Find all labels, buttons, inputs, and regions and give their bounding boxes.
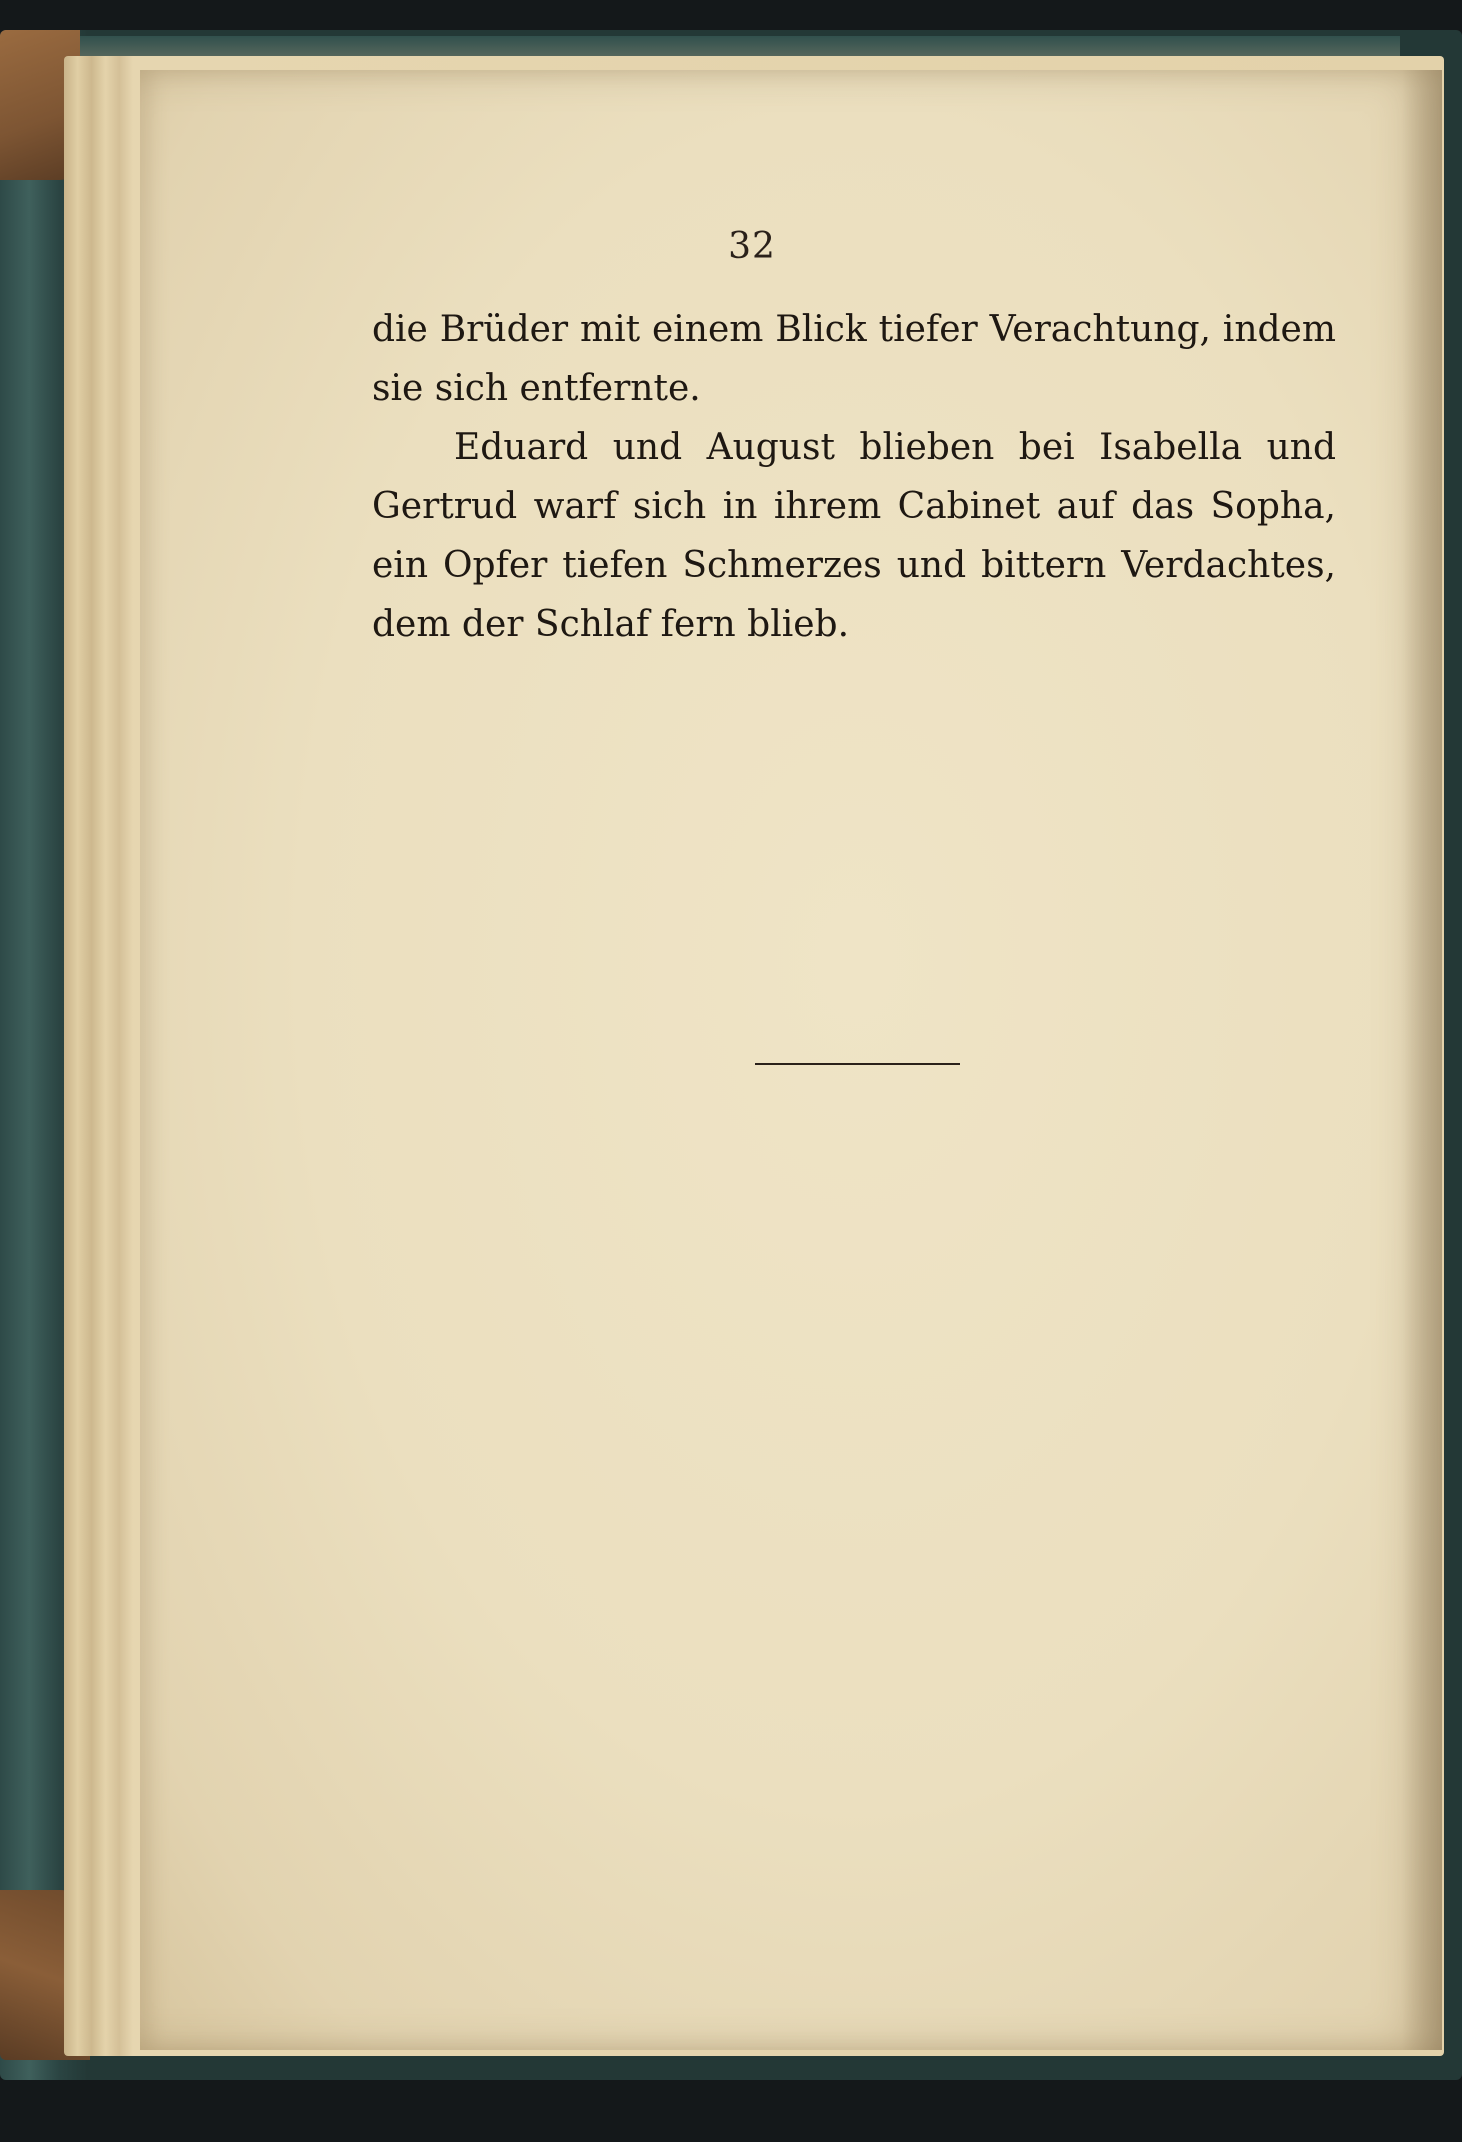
paragraph: Eduard und August blieben bei Isabella und Gertrud warf sich in ihrem Cabinet auf das Sopha, ein Opfer tiefen Schmerzes und bittern Verdachtes, dem der Schlaf fern blieb. [372, 427, 1336, 645]
gutter-shadow [1402, 70, 1442, 2050]
paragraph-continuation: die Brüder mit einem Blick tiefer Verachtung, indem sie sich entfernte. [372, 309, 1336, 409]
page-number: 32 [728, 226, 776, 267]
section-end-rule [755, 1063, 960, 1065]
body-text [372, 300, 1336, 654]
